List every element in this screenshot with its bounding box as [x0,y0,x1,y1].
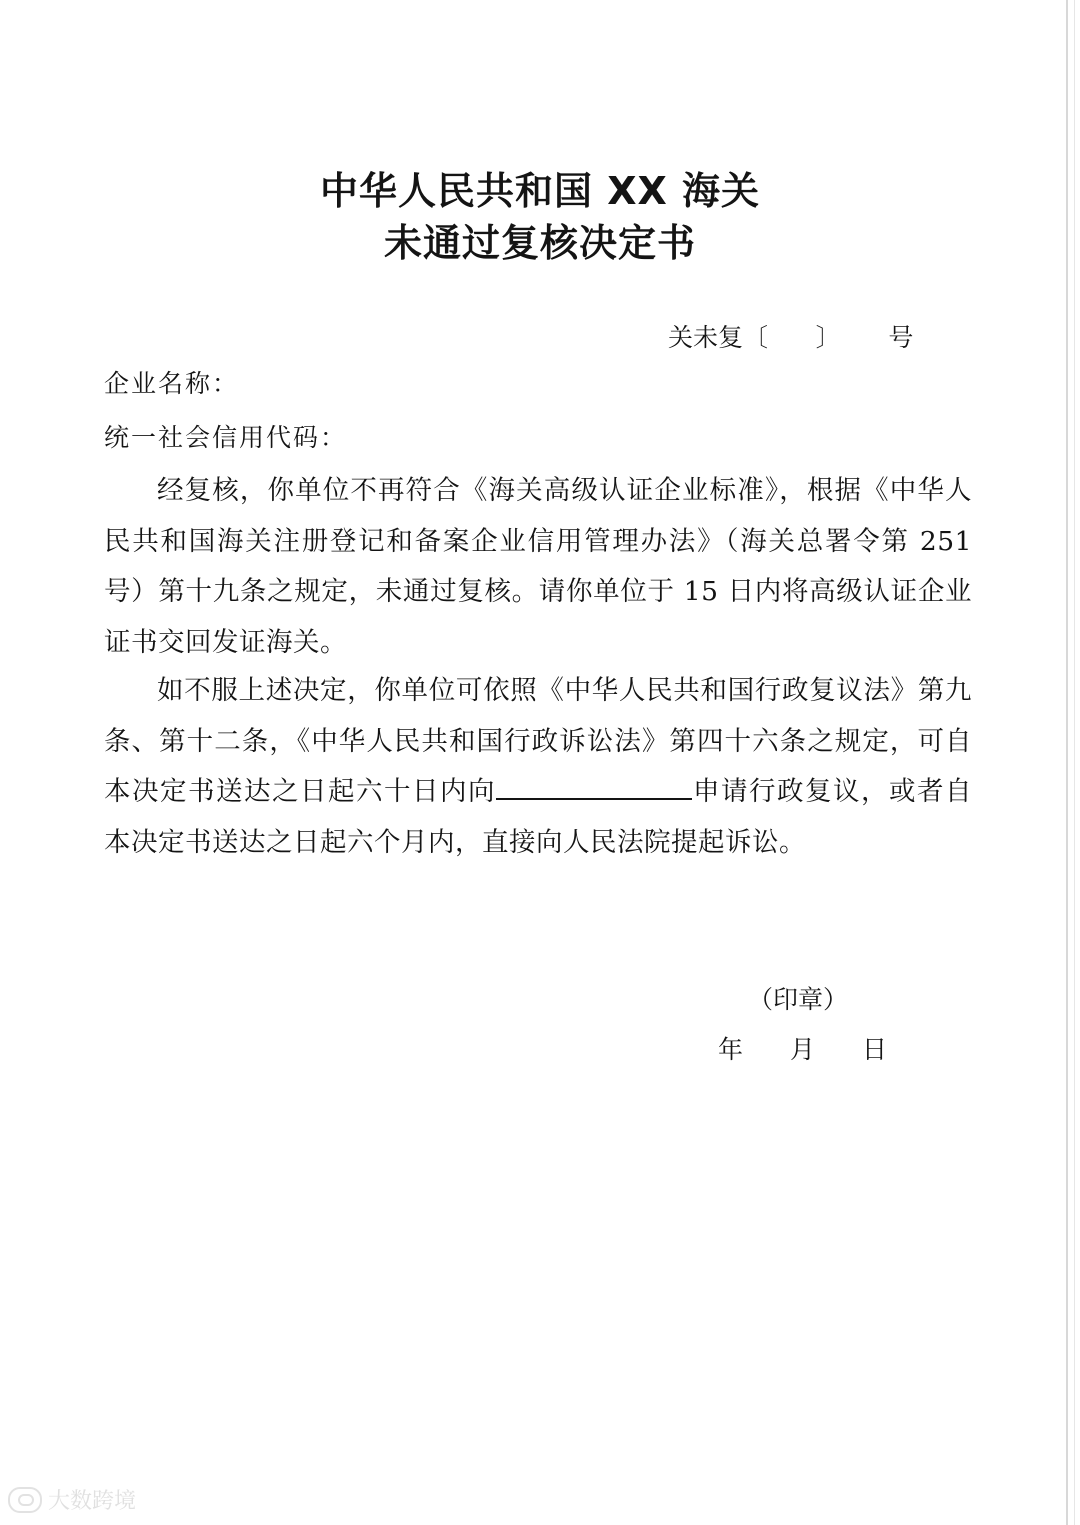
date-line [718,1030,887,1066]
date-month-label: 月 [790,1035,816,1064]
paragraph-2-text-before: 如不服上述决定，你单位可依照《中华人民共和国行政复议法》第九条、第十二条，《中华人民共和国行政诉讼法》第四十六条之规定，可自本决定书送达之日起六十日内向 [104,675,972,807]
date-year-label: 年 [718,1035,744,1064]
body-paragraph-1: 经复核，你单位不再符合《海关高级认证企业标准》，根据《中华人民共和国海关注册登记和备案企业信用管理办法》（海关总署令第 251 号）第十九条之规定，未通过复核。请你单位于 15 日内将高级认证企业证书交回发证海关。 [104,475,972,658]
document-subtitle: 未通过复核决定书 [383,221,696,265]
document-number: 关未复〔 〕 号 [668,323,914,352]
watermark [8,1484,136,1515]
document-title: 中华人民共和国 XX 海关 [319,169,761,213]
seal-placeholder: （印章） [748,985,849,1014]
watermark-logo-icon [8,1487,42,1513]
body-paragraph-2 [104,666,972,868]
credit-code-label: 统一社会信用代码： [104,423,348,452]
paragraph-2-text-after: 申请行政复议，或者自本决定书送达之日起六个月内，直接向人民法院提起诉讼。 [104,776,972,858]
date-day-label: 日 [862,1035,888,1064]
fill-in-blank-line [496,778,692,800]
company-name-label: 企业名称： [104,369,240,398]
watermark-text: 大数跨境 [48,1489,137,1514]
